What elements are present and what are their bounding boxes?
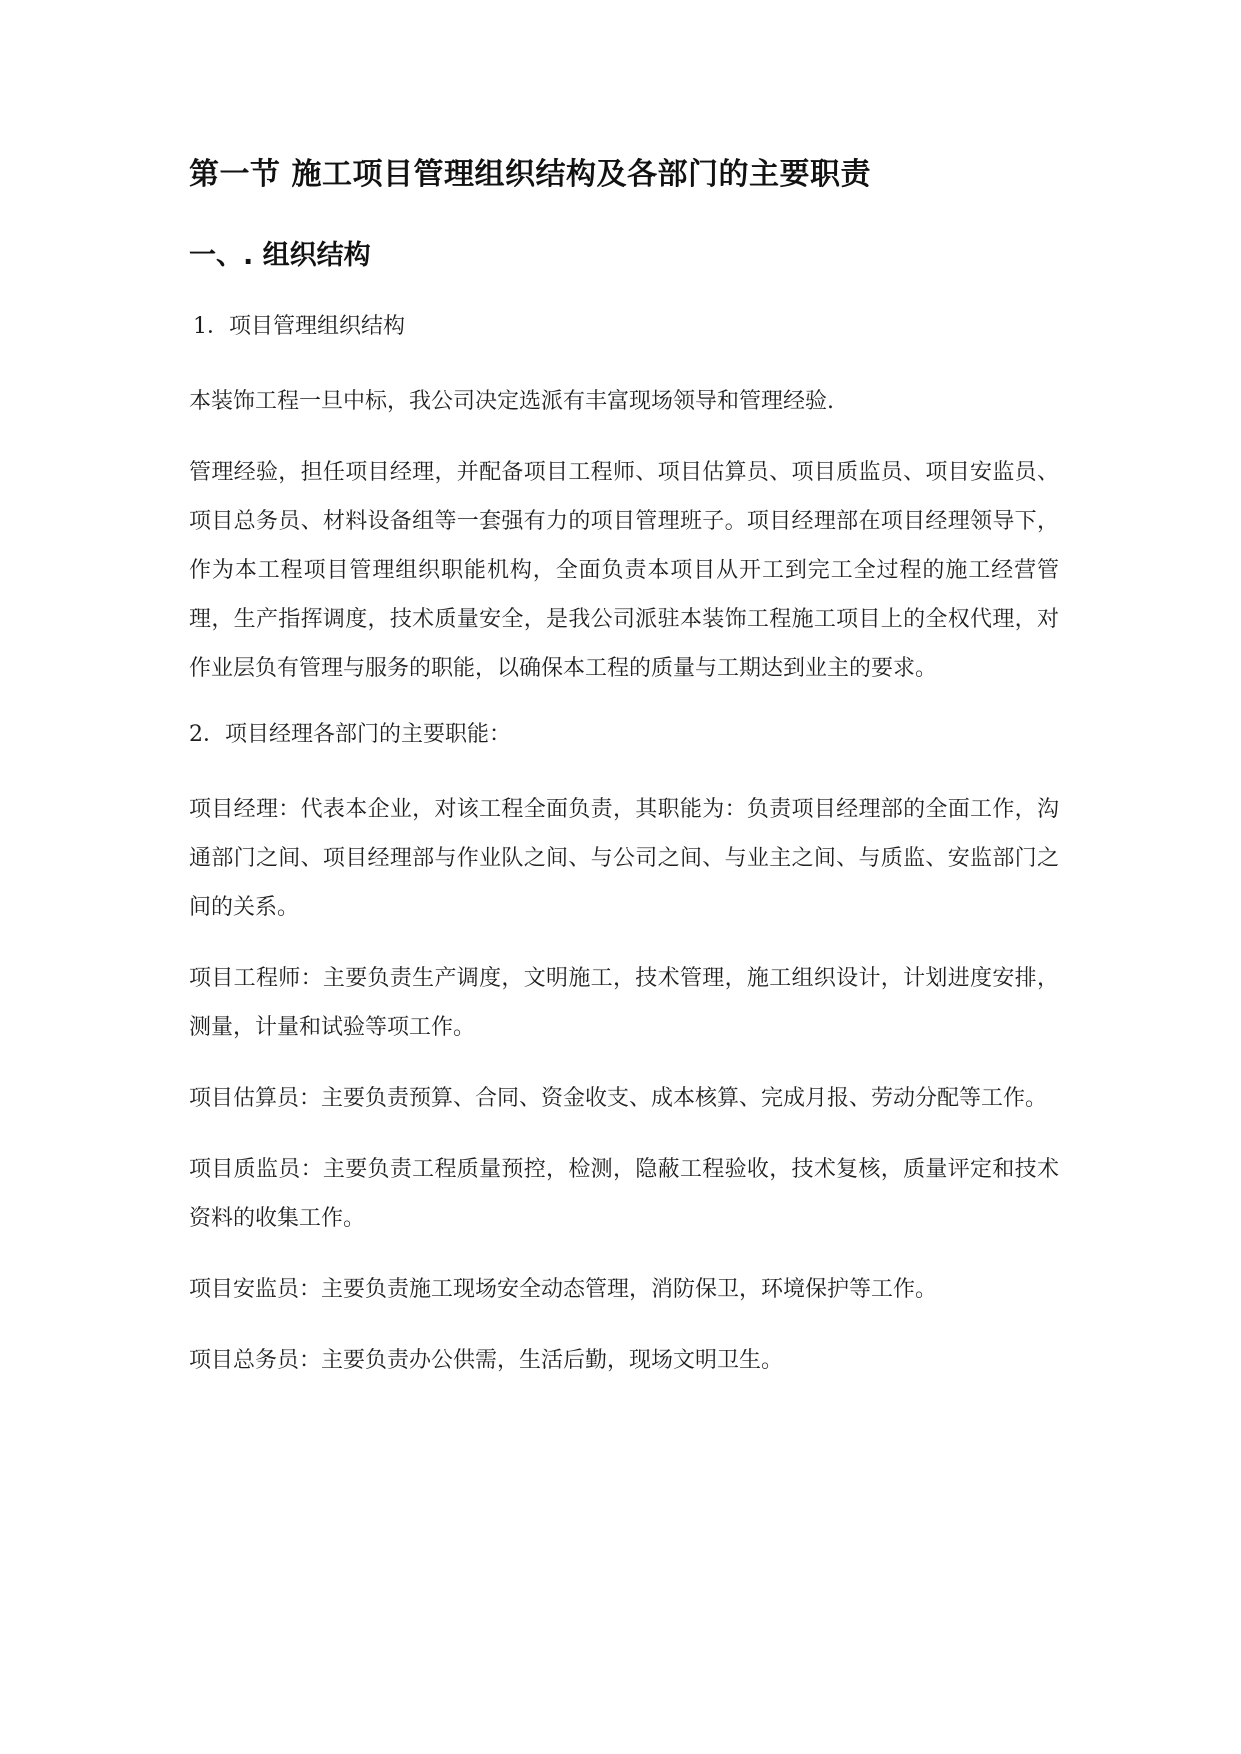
document-page — [189, 155, 1059, 1407]
section-title: 第一节 施工项目管理组织结构及各部门的主要职责 — [189, 157, 871, 192]
intro-paragraph: 本装饰工程一旦中标，我公司决定选派有丰富现场领导和管理经验. — [189, 389, 834, 414]
item2-heading: 2．项目经理各部门的主要职能： — [189, 722, 511, 747]
role-general-affairs: 项目总务员：主要负责办公供需，生活后勤，现场文明卫生。 — [189, 1348, 784, 1373]
role-project-manager: 项目经理：代表本企业，对该工程全面负责，其职能为：负责项目经理部的全面工作，沟通部门之间、项目经理部与作业队之间、与公司之间、与业主之间、与质监、安监部门之间的关系。 — [189, 797, 1059, 920]
role-estimator: 项目估算员：主要负责预算、合同、资金收支、成本核算、完成月报、劳动分配等工作。 — [189, 1086, 1048, 1111]
role-safety-inspector: 项目安监员：主要负责施工现场安全动态管理，消防保卫，环境保护等工作。 — [189, 1277, 938, 1302]
item1-heading: 1．项目管理组织结构 — [193, 314, 405, 339]
subsection-title: 一、. 组织结构 — [189, 240, 371, 271]
role-project-engineer: 项目工程师：主要负责生产调度，文明施工，技术管理，施工组织设计，计划进度安排，测量，计量和试验等项工作。 — [189, 966, 1059, 1040]
main-paragraph: 管理经验，担任项目经理，并配备项目工程师、项目估算员、项目质监员、项目安监员、项目总务员、材料设备组等一套强有力的项目管理班子。项目经理部在项目经理领导下，作为本工程项目管理组织职能机构，全面负责本项目从开工到完工全过程的施工经营管理，生产指挥调度，技术质量安全，是我公司派驻本装饰工程施工项目上的全权代理，对作业层负有管理与服务的职能，以确保本工程的质量与工期达到业主的要求。 — [189, 460, 1059, 681]
role-quality-inspector: 项目质监员：主要负责工程质量预控，检测，隐蔽工程验收，技术复核，质量评定和技术资料的收集工作。 — [189, 1157, 1059, 1231]
